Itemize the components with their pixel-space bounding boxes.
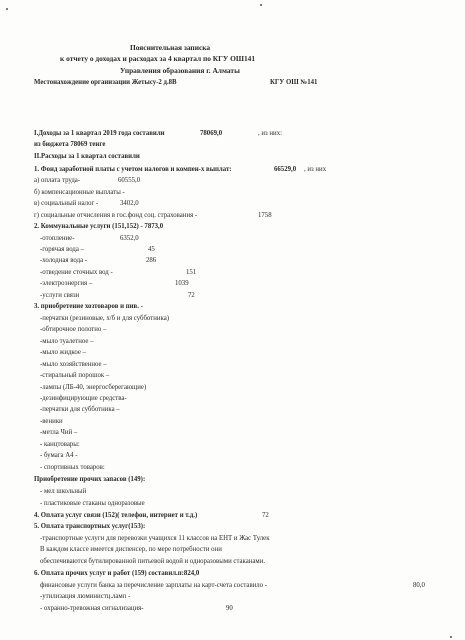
s3-item: -веники	[40, 418, 63, 425]
s2-item-value: 72	[188, 292, 195, 299]
title-line-3: Управления образования г. Алматы	[120, 66, 240, 75]
s5-line: В каждом классе имеется диспенсер, по мере потребности они	[40, 546, 222, 553]
s5-line: обеспечиваются бутилированной питьевой водой и одноразовыми стаканами.	[40, 558, 266, 565]
s6-item-label: - охранно-тревожная сигнализация-	[40, 605, 144, 612]
s1-item-value: 3402,0	[120, 200, 139, 207]
s3-item: - бумага А4 -	[40, 452, 78, 459]
section-1-suffix: , из них	[304, 166, 327, 173]
s3-item: -лампы (ЛБ-40, энергосберегающие)	[40, 384, 147, 391]
section-5-title: 5. Оплата транспортных услуг(153):	[34, 523, 146, 530]
scan-speck	[260, 4, 262, 6]
other-stock-title: Приобретение прочих запасов (149):	[34, 476, 146, 483]
s1-item-label: а) оплата труда-	[34, 177, 81, 184]
s2-item-label: -отведение сточных вод -	[40, 269, 113, 276]
other-stock-item: - мел школьный	[40, 488, 87, 495]
org-name: КГУ ОШ №141	[270, 79, 318, 86]
s3-item: -перчатки (резиновые, х/б и для субботника)	[40, 315, 169, 322]
s3-item: - канцтовары:	[40, 441, 80, 448]
s3-item: -метла Чий –	[40, 429, 78, 436]
s2-item-value: 151	[186, 269, 197, 276]
s2-item-label: -услуги связи	[40, 292, 80, 299]
s2-item-value: 45	[148, 246, 155, 253]
s1-item-label: в) социальный налог -	[34, 200, 99, 207]
s2-item-label: -отопление-	[40, 235, 75, 242]
s6-item-label: финансовые услуги банка за перечисление зарплаты на карт-счета составило -	[40, 582, 268, 589]
scan-speck	[450, 636, 452, 638]
s2-item-label: -электроэнергия –	[40, 280, 93, 287]
s3-item: -перчатки для субботника –	[40, 406, 120, 413]
s6-item-value: 80,0	[413, 582, 425, 589]
s5-line: -транспортные услуги для перевозки учащихся 11 классов на ЕНТ и Жас Тулек	[40, 535, 270, 542]
title-line-1: Пояснительная записка	[130, 43, 211, 52]
section-3-title: 3. приобретение хозтоваров и пив. -	[34, 303, 143, 310]
income-line-1-value: 78069,0	[200, 130, 223, 137]
s2-item-value: 6352,0	[120, 235, 139, 242]
s2-item-label: -холодная вода -	[40, 257, 88, 264]
other-stock-item: - пластиковые стаканы одноразовые	[40, 500, 145, 507]
s6-item-label: -утилизация люминистц.ламп -	[40, 593, 131, 600]
section-1-value: 66529,0	[274, 166, 297, 173]
section-4-value: 72	[262, 512, 269, 519]
location-line: Местонахождение организации Жетысу-2 д.8В	[34, 79, 177, 86]
s3-item: -дезинфицирующие средства-	[40, 395, 127, 402]
scan-speck	[6, 8, 8, 10]
s1-item-value: 60555,0	[118, 177, 141, 184]
section-2-title: 2. Коммунальные услуги (151,152) - 7873,0	[34, 223, 164, 230]
income-line-2: из бюджета 78069 тенге	[34, 141, 106, 148]
s3-item: - спортивных товаров:	[40, 464, 105, 471]
section-1-title: 1. Фонд заработной платы с учетом налогов и компен-х выплат:	[34, 166, 232, 173]
section-4-title: 4. Оплата услуг связи (152)( телефон, интернет и т.д.)	[34, 512, 198, 519]
s2-item-value: 286	[146, 257, 157, 264]
s1-item-label: г) социальные отчисления в гос.фонд соц. страхования -	[34, 212, 198, 219]
s3-item: -обтирочное полотно –	[40, 326, 107, 333]
s1-item-value: 1758	[258, 212, 272, 219]
s2-item-value: 1039	[175, 280, 189, 287]
title-line-2: к отчету о доходах и расходах за 4 квартал по КГУ ОШ141	[60, 54, 256, 63]
s3-item: -мыло жидкое –	[40, 349, 86, 356]
income-line-1-label: I.Доходы за 1 квартал 2019 года составили	[34, 130, 165, 137]
expenses-heading: II.Расходы за 1 квартал составили	[34, 153, 140, 160]
s2-item-label: -горячая вода –	[40, 246, 85, 253]
s3-item: -мыло хозяйственное –	[40, 361, 107, 368]
s1-item-label: б) компенсационные выплаты -	[34, 189, 125, 196]
s6-item-value: 90	[226, 605, 233, 612]
section-6-title: 6. Оплата прочих услуг и работ (159) составил.п:824,0	[34, 570, 200, 577]
income-line-1-suffix: , из них:	[258, 130, 282, 137]
s3-item: -стиральный порошок –	[40, 372, 110, 379]
s3-item: -мыло туалетное –	[40, 338, 94, 345]
